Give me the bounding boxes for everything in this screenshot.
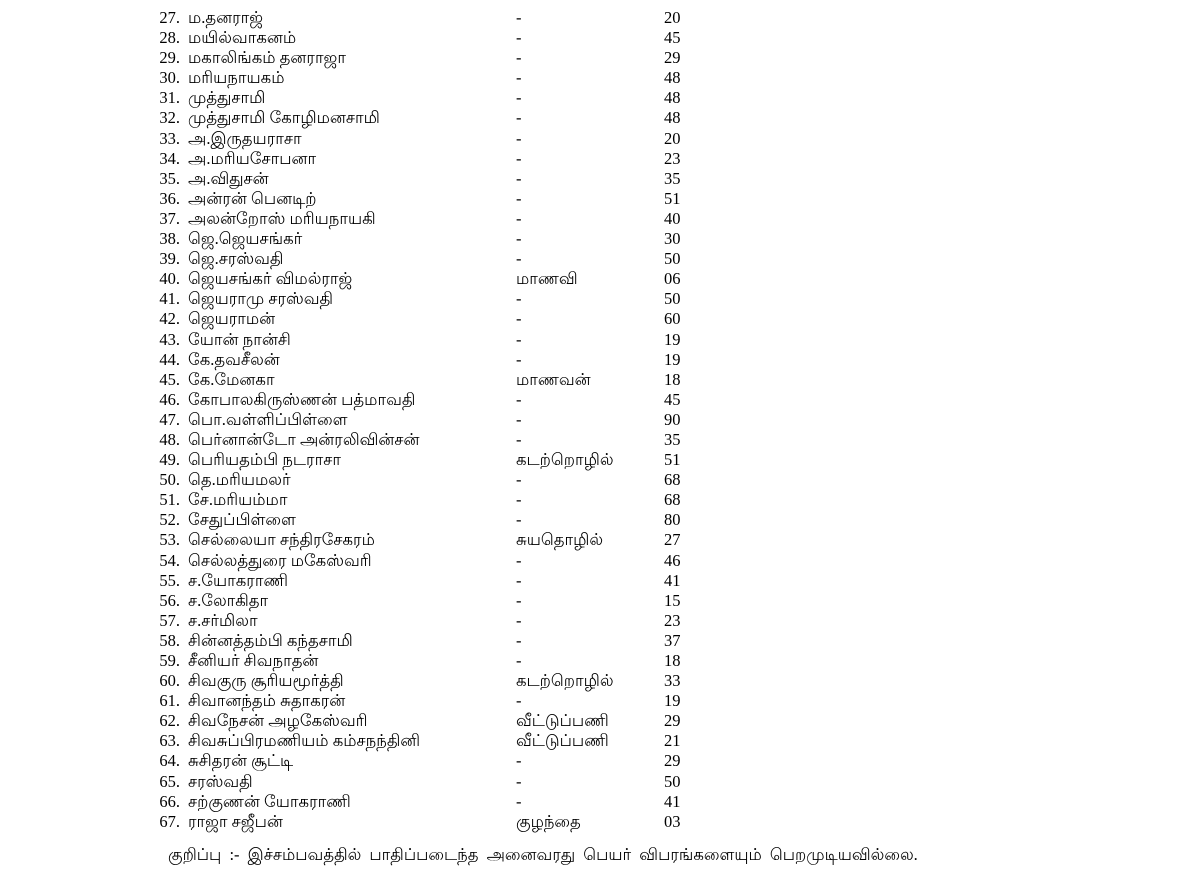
person-name: சுசிதரன் சூட்டி bbox=[188, 751, 294, 771]
occupation: - bbox=[516, 8, 522, 27]
person-name: ம.தனராஜ் bbox=[188, 8, 264, 27]
age: 29 bbox=[664, 48, 681, 68]
age: 18 bbox=[664, 651, 681, 670]
occupation: - bbox=[516, 550, 522, 570]
person-name: சிவானந்தம் சுதாகரன் bbox=[188, 691, 346, 711]
person-name: சிவநேசன் அழகேஸ்வரி bbox=[188, 711, 368, 731]
list-item bbox=[0, 571, 1190, 591]
age: 21 bbox=[664, 731, 681, 751]
list-item bbox=[0, 490, 1190, 510]
list-item bbox=[0, 289, 1190, 309]
occupation: - bbox=[516, 791, 522, 811]
occupation: சுயதொழில் bbox=[516, 530, 604, 550]
occupation: கடற்றொழில் bbox=[516, 450, 614, 470]
occupation: - bbox=[516, 510, 522, 530]
list-item bbox=[0, 470, 1190, 490]
list-item bbox=[0, 249, 1190, 269]
person-name: அன்ரன் பெனடிற் bbox=[188, 188, 317, 208]
list-item bbox=[0, 229, 1190, 249]
list-item bbox=[0, 631, 1190, 651]
person-name: யோன் நான்சி bbox=[188, 329, 291, 349]
occupation: - bbox=[516, 88, 522, 108]
age: 50 bbox=[664, 249, 681, 269]
person-name: பெர்னான்டோ அன்ரலிவின்சன் bbox=[188, 429, 420, 449]
list-item bbox=[0, 611, 1190, 631]
person-name: சேதுப்பிள்ளை bbox=[188, 510, 296, 530]
person-name: அ.இருதயராசா bbox=[188, 128, 302, 148]
age: 41 bbox=[664, 570, 681, 590]
age: 15 bbox=[664, 590, 681, 610]
row-number: 39. bbox=[159, 249, 180, 269]
row-number: 34. bbox=[159, 148, 180, 168]
age: 37 bbox=[664, 630, 681, 650]
list-item bbox=[0, 68, 1190, 88]
list-item bbox=[0, 812, 1190, 832]
person-name: சே.மரியம்மா bbox=[188, 490, 288, 510]
age: 46 bbox=[664, 550, 681, 570]
list-item bbox=[0, 149, 1190, 169]
occupation: - bbox=[516, 691, 522, 711]
row-number: 57. bbox=[159, 610, 180, 630]
person-name: ஜெயராமன் bbox=[188, 309, 276, 329]
row-number: 58. bbox=[159, 630, 180, 650]
occupation: - bbox=[516, 751, 522, 771]
person-name: மரியநாயகம் bbox=[188, 68, 285, 88]
occupation: - bbox=[516, 570, 522, 590]
row-number: 35. bbox=[159, 168, 180, 188]
person-name: சின்னத்தம்பி கந்தசாமி bbox=[188, 630, 353, 650]
age: 51 bbox=[664, 450, 681, 470]
list-item bbox=[0, 309, 1190, 329]
occupation: - bbox=[516, 651, 522, 670]
list-item bbox=[0, 772, 1190, 792]
person-name: ச.லோகிதா bbox=[188, 590, 269, 610]
list-item bbox=[0, 691, 1190, 711]
person-name: ச.சர்மிலா bbox=[188, 610, 258, 630]
person-name: மயில்வாகனம் bbox=[188, 28, 297, 48]
row-number: 47. bbox=[159, 409, 180, 429]
age: 30 bbox=[664, 229, 681, 249]
age: 23 bbox=[664, 610, 681, 630]
list-item bbox=[0, 651, 1190, 671]
occupation: - bbox=[516, 409, 522, 429]
row-number: 55. bbox=[159, 570, 180, 590]
age: 40 bbox=[664, 208, 681, 228]
row-number: 66. bbox=[159, 791, 180, 811]
age: 68 bbox=[664, 490, 681, 510]
age: 27 bbox=[664, 530, 681, 550]
row-number: 38. bbox=[159, 229, 180, 249]
occupation: - bbox=[516, 771, 522, 791]
occupation: குழந்தை bbox=[516, 811, 581, 831]
occupation: - bbox=[516, 48, 522, 68]
person-name: ஜெ.சரஸ்வதி bbox=[188, 249, 284, 269]
row-number: 40. bbox=[159, 269, 180, 289]
row-number: 42. bbox=[159, 309, 180, 329]
row-number: 48. bbox=[159, 429, 180, 449]
age: 20 bbox=[664, 128, 681, 148]
occupation: - bbox=[516, 630, 522, 650]
row-number: 54. bbox=[159, 550, 180, 570]
occupation: கடற்றொழில் bbox=[516, 671, 614, 691]
list-item bbox=[0, 731, 1190, 751]
row-number: 63. bbox=[159, 731, 180, 751]
age: 50 bbox=[664, 289, 681, 309]
occupation: - bbox=[516, 28, 522, 48]
person-name: அ.விதுசன் bbox=[188, 168, 269, 188]
row-number: 27. bbox=[159, 8, 180, 27]
list-item bbox=[0, 8, 1190, 28]
age: 60 bbox=[664, 309, 681, 329]
list-item bbox=[0, 88, 1190, 108]
person-name: ஜெயசங்கர் விமல்ராஜ் bbox=[188, 269, 353, 289]
victims-list bbox=[0, 8, 1190, 832]
occupation: - bbox=[516, 349, 522, 369]
row-number: 60. bbox=[159, 671, 180, 691]
person-name: சிவசுப்பிரமணியம் கம்சநந்தினி bbox=[188, 731, 421, 751]
row-number: 32. bbox=[159, 108, 180, 128]
row-number: 43. bbox=[159, 329, 180, 349]
row-number: 62. bbox=[159, 711, 180, 731]
age: 48 bbox=[664, 88, 681, 108]
row-number: 67. bbox=[159, 811, 180, 831]
age: 06 bbox=[664, 269, 681, 289]
row-number: 50. bbox=[159, 470, 180, 490]
occupation: - bbox=[516, 68, 522, 88]
list-item bbox=[0, 530, 1190, 550]
age: 48 bbox=[664, 68, 681, 88]
list-item bbox=[0, 48, 1190, 68]
person-name: செல்லத்துரை மகேஸ்வரி bbox=[188, 550, 372, 570]
age: 41 bbox=[664, 791, 681, 811]
occupation: வீட்டுப்பணி bbox=[516, 711, 609, 731]
list-item bbox=[0, 108, 1190, 128]
row-number: 46. bbox=[159, 389, 180, 409]
list-item bbox=[0, 330, 1190, 350]
occupation: - bbox=[516, 148, 522, 168]
row-number: 41. bbox=[159, 289, 180, 309]
list-item bbox=[0, 28, 1190, 48]
age: 23 bbox=[664, 148, 681, 168]
list-item bbox=[0, 792, 1190, 812]
list-item bbox=[0, 169, 1190, 189]
person-name: தெ.மரியமலர் bbox=[188, 470, 291, 490]
row-number: 59. bbox=[159, 651, 180, 670]
row-number: 30. bbox=[159, 68, 180, 88]
list-item bbox=[0, 269, 1190, 289]
list-item bbox=[0, 129, 1190, 149]
occupation: - bbox=[516, 389, 522, 409]
list-item bbox=[0, 671, 1190, 691]
row-number: 65. bbox=[159, 771, 180, 791]
age: 50 bbox=[664, 771, 681, 791]
occupation: - bbox=[516, 309, 522, 329]
occupation: - bbox=[516, 208, 522, 228]
person-name: பெரியதம்பி நடராசா bbox=[188, 450, 341, 470]
occupation: - bbox=[516, 229, 522, 249]
occupation: - bbox=[516, 470, 522, 490]
row-number: 51. bbox=[159, 490, 180, 510]
age: 29 bbox=[664, 751, 681, 771]
row-number: 33. bbox=[159, 128, 180, 148]
row-number: 45. bbox=[159, 369, 180, 389]
person-name: சரஸ்வதி bbox=[188, 771, 253, 791]
age: 03 bbox=[664, 811, 681, 831]
row-number: 56. bbox=[159, 590, 180, 610]
list-item bbox=[0, 751, 1190, 771]
occupation: - bbox=[516, 610, 522, 630]
person-name: ஜெ.ஜெயசங்கர் bbox=[188, 229, 303, 249]
age: 33 bbox=[664, 671, 681, 691]
row-number: 29. bbox=[159, 48, 180, 68]
list-item bbox=[0, 189, 1190, 209]
row-number: 64. bbox=[159, 751, 180, 771]
occupation: - bbox=[516, 168, 522, 188]
age: 45 bbox=[664, 389, 681, 409]
row-number: 28. bbox=[159, 28, 180, 48]
age: 18 bbox=[664, 369, 681, 389]
occupation: - bbox=[516, 329, 522, 349]
age: 68 bbox=[664, 470, 681, 490]
occupation: வீட்டுப்பணி bbox=[516, 731, 609, 751]
age: 51 bbox=[664, 188, 681, 208]
list-item bbox=[0, 551, 1190, 571]
row-number: 44. bbox=[159, 349, 180, 369]
age: 19 bbox=[664, 691, 681, 711]
list-item bbox=[0, 390, 1190, 410]
occupation: - bbox=[516, 188, 522, 208]
row-number: 31. bbox=[159, 88, 180, 108]
person-name: சிவகுரு சூரியமூர்த்தி bbox=[188, 671, 344, 691]
occupation: - bbox=[516, 128, 522, 148]
age: 35 bbox=[664, 429, 681, 449]
occupation: - bbox=[516, 429, 522, 449]
person-name: கோபாலகிருஸ்ணன் பத்மாவதி bbox=[188, 389, 416, 409]
row-number: 49. bbox=[159, 450, 180, 470]
person-name: ஜெயராமு சரஸ்வதி bbox=[188, 289, 334, 309]
occupation: - bbox=[516, 249, 522, 269]
person-name: மகாலிங்கம் தனராஜா bbox=[188, 48, 346, 68]
age: 29 bbox=[664, 711, 681, 731]
age: 45 bbox=[664, 28, 681, 48]
age: 80 bbox=[664, 510, 681, 530]
list-item bbox=[0, 711, 1190, 731]
person-name: முத்துசாமி கோழிமனசாமி bbox=[188, 108, 380, 128]
person-name: கே.மேனகா bbox=[188, 369, 275, 389]
person-name: சற்குணன் யோகராணி bbox=[188, 791, 351, 811]
list-item bbox=[0, 350, 1190, 370]
person-name: அலன்றோஸ் மரியநாயகி bbox=[188, 208, 376, 228]
person-name: முத்துசாமி bbox=[188, 88, 266, 108]
list-item bbox=[0, 450, 1190, 470]
occupation: - bbox=[516, 289, 522, 309]
row-number: 37. bbox=[159, 208, 180, 228]
person-name: கே.தவசீலன் bbox=[188, 349, 280, 369]
footnote: குறிப்பு :- இச்சம்பவத்தில் பாதிப்படைந்த அனைவரது பெயர் விபரங்களையும் பெறமுடியவில்லை. bbox=[168, 845, 918, 864]
person-name: அ.மரியசோபனா bbox=[188, 148, 317, 168]
occupation: மாணவி bbox=[516, 269, 578, 289]
occupation: - bbox=[516, 490, 522, 510]
person-name: ச.யோகராணி bbox=[188, 570, 288, 590]
list-item bbox=[0, 370, 1190, 390]
list-item bbox=[0, 209, 1190, 229]
row-number: 53. bbox=[159, 530, 180, 550]
row-number: 52. bbox=[159, 510, 180, 530]
person-name: பொ.வள்ளிப்பிள்ளை bbox=[188, 409, 348, 429]
age: 48 bbox=[664, 108, 681, 128]
age: 90 bbox=[664, 409, 681, 429]
age: 35 bbox=[664, 168, 681, 188]
occupation: - bbox=[516, 590, 522, 610]
age: 20 bbox=[664, 8, 681, 27]
occupation: - bbox=[516, 108, 522, 128]
list-item bbox=[0, 510, 1190, 530]
list-item bbox=[0, 430, 1190, 450]
list-item bbox=[0, 591, 1190, 611]
row-number: 61. bbox=[159, 691, 180, 711]
occupation: மாணவன் bbox=[516, 369, 591, 389]
age: 19 bbox=[664, 329, 681, 349]
list-item bbox=[0, 410, 1190, 430]
row-number: 36. bbox=[159, 188, 180, 208]
person-name: ராஜா சஜீபன் bbox=[188, 811, 283, 831]
age: 19 bbox=[664, 349, 681, 369]
person-name: செல்லையா சந்திரசேகரம் bbox=[188, 530, 375, 550]
person-name: சீனியர் சிவநாதன் bbox=[188, 651, 319, 670]
